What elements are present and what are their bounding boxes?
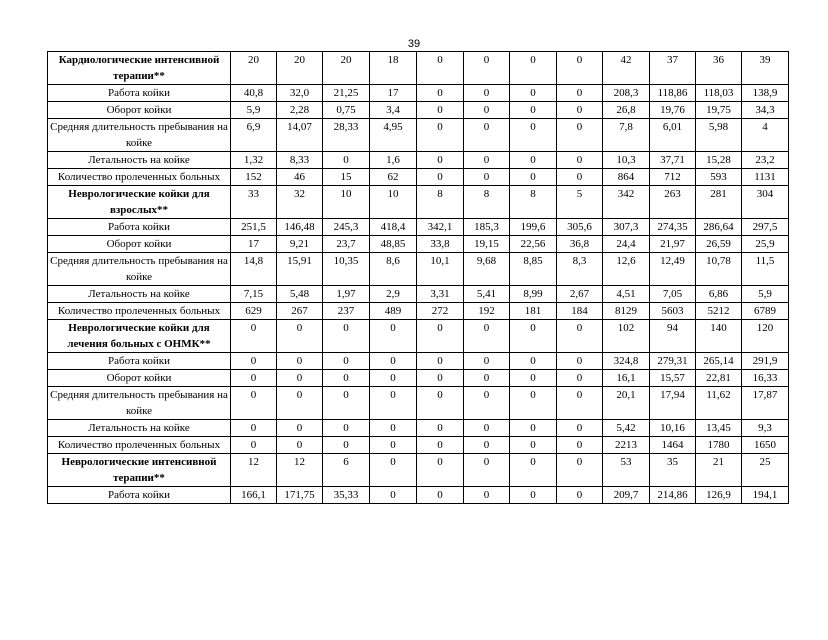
value-cell: 42 — [603, 52, 650, 85]
value-cell: 0 — [323, 370, 370, 387]
value-cell: 0 — [510, 437, 557, 454]
value-cell: 5,48 — [277, 286, 323, 303]
row-label-cell: Летальность на койке — [48, 152, 231, 169]
value-cell: 0 — [370, 353, 417, 370]
value-cell: 304 — [742, 186, 789, 219]
value-cell: 0 — [417, 119, 464, 152]
value-cell: 53 — [603, 454, 650, 487]
row-label-cell: Количество пролеченных больных — [48, 169, 231, 186]
value-cell: 4,51 — [603, 286, 650, 303]
value-cell: 0 — [417, 52, 464, 85]
value-cell: 6,9 — [231, 119, 277, 152]
value-cell: 0 — [464, 454, 510, 487]
row-label-cell: Средняя длительность пребывания на койке — [48, 387, 231, 420]
value-cell: 8,3 — [557, 253, 603, 286]
value-cell: 199,6 — [510, 219, 557, 236]
value-cell: 17,87 — [742, 387, 789, 420]
value-cell: 140 — [696, 320, 742, 353]
value-cell: 39 — [742, 52, 789, 85]
value-cell: 0 — [323, 152, 370, 169]
row-label-cell: Количество пролеченных больных — [48, 437, 231, 454]
value-cell: 251,5 — [231, 219, 277, 236]
row-label-cell: Оборот койки — [48, 236, 231, 253]
value-cell: 9,68 — [464, 253, 510, 286]
value-cell: 2213 — [603, 437, 650, 454]
value-cell: 305,6 — [557, 219, 603, 236]
value-cell: 5,41 — [464, 286, 510, 303]
value-cell: 214,86 — [650, 487, 696, 504]
section-header-cell: Неврологические интенсивной терапии** — [48, 454, 231, 487]
value-cell: 19,76 — [650, 102, 696, 119]
value-cell: 35 — [650, 454, 696, 487]
value-cell: 120 — [742, 320, 789, 353]
value-cell: 6 — [323, 454, 370, 487]
row-label-cell: Работа койки — [48, 219, 231, 236]
value-cell: 11,62 — [696, 387, 742, 420]
table-row — [48, 219, 789, 236]
value-cell: 0 — [464, 437, 510, 454]
value-cell: 6789 — [742, 303, 789, 320]
value-cell: 0 — [464, 169, 510, 186]
value-cell: 15,91 — [277, 253, 323, 286]
value-cell: 14,8 — [231, 253, 277, 286]
value-cell: 40,8 — [231, 85, 277, 102]
value-cell: 0 — [464, 487, 510, 504]
value-cell: 1650 — [742, 437, 789, 454]
value-cell: 0 — [464, 119, 510, 152]
value-cell: 8 — [510, 186, 557, 219]
value-cell: 0 — [464, 387, 510, 420]
value-cell: 2,67 — [557, 286, 603, 303]
value-cell: 0 — [277, 353, 323, 370]
value-cell: 0 — [557, 102, 603, 119]
table-row — [48, 102, 789, 119]
value-cell: 8,33 — [277, 152, 323, 169]
value-cell: 0 — [510, 454, 557, 487]
value-cell: 208,3 — [603, 85, 650, 102]
value-cell: 0 — [323, 320, 370, 353]
value-cell: 46 — [277, 169, 323, 186]
value-cell: 184 — [557, 303, 603, 320]
value-cell: 10,78 — [696, 253, 742, 286]
value-cell: 1131 — [742, 169, 789, 186]
value-cell: 0 — [557, 437, 603, 454]
value-cell: 0 — [510, 85, 557, 102]
value-cell: 6,86 — [696, 286, 742, 303]
value-cell: 181 — [510, 303, 557, 320]
value-cell: 8129 — [603, 303, 650, 320]
value-cell: 146,48 — [277, 219, 323, 236]
table-row — [48, 303, 789, 320]
row-label-cell: Работа койки — [48, 85, 231, 102]
value-cell: 0 — [370, 320, 417, 353]
value-cell: 20 — [231, 52, 277, 85]
value-cell: 26,8 — [603, 102, 650, 119]
value-cell: 272 — [417, 303, 464, 320]
value-cell: 12 — [277, 454, 323, 487]
value-cell: 489 — [370, 303, 417, 320]
value-cell: 12 — [231, 454, 277, 487]
value-cell: 0 — [557, 353, 603, 370]
value-cell: 0 — [464, 353, 510, 370]
value-cell: 0 — [510, 169, 557, 186]
value-cell: 0 — [417, 169, 464, 186]
row-label-cell: Средняя длительность пребывания на койке — [48, 119, 231, 152]
value-cell: 21,97 — [650, 236, 696, 253]
value-cell: 20 — [323, 52, 370, 85]
value-cell: 2,9 — [370, 286, 417, 303]
value-cell: 0 — [510, 420, 557, 437]
value-cell: 5,9 — [742, 286, 789, 303]
value-cell: 23,7 — [323, 236, 370, 253]
value-cell: 0 — [557, 387, 603, 420]
value-cell: 10,16 — [650, 420, 696, 437]
value-cell: 35,33 — [323, 487, 370, 504]
value-cell: 16,33 — [742, 370, 789, 387]
value-cell: 629 — [231, 303, 277, 320]
value-cell: 0 — [370, 437, 417, 454]
value-cell: 245,3 — [323, 219, 370, 236]
value-cell: 0 — [417, 353, 464, 370]
value-cell: 0 — [510, 119, 557, 152]
value-cell: 33 — [231, 186, 277, 219]
value-cell: 10,35 — [323, 253, 370, 286]
value-cell: 13,45 — [696, 420, 742, 437]
value-cell: 0 — [510, 152, 557, 169]
value-cell: 1,6 — [370, 152, 417, 169]
value-cell: 0,75 — [323, 102, 370, 119]
value-cell: 342 — [603, 186, 650, 219]
table-row — [48, 437, 789, 454]
value-cell: 15,28 — [696, 152, 742, 169]
value-cell: 22,56 — [510, 236, 557, 253]
value-cell: 0 — [557, 169, 603, 186]
table-row — [48, 169, 789, 186]
value-cell: 10,3 — [603, 152, 650, 169]
value-cell: 48,85 — [370, 236, 417, 253]
value-cell: 11,5 — [742, 253, 789, 286]
value-cell: 0 — [464, 152, 510, 169]
value-cell: 2,28 — [277, 102, 323, 119]
value-cell: 0 — [417, 152, 464, 169]
value-cell: 4 — [742, 119, 789, 152]
value-cell: 0 — [417, 320, 464, 353]
value-cell: 274,35 — [650, 219, 696, 236]
value-cell: 307,3 — [603, 219, 650, 236]
value-cell: 0 — [464, 420, 510, 437]
value-cell: 0 — [417, 487, 464, 504]
value-cell: 286,64 — [696, 219, 742, 236]
value-cell: 8 — [464, 186, 510, 219]
value-cell: 0 — [510, 353, 557, 370]
value-cell: 3,4 — [370, 102, 417, 119]
value-cell: 5 — [557, 186, 603, 219]
value-cell: 10,1 — [417, 253, 464, 286]
value-cell: 342,1 — [417, 219, 464, 236]
value-cell: 36,8 — [557, 236, 603, 253]
table-row — [48, 152, 789, 169]
value-cell: 138,9 — [742, 85, 789, 102]
value-cell: 418,4 — [370, 219, 417, 236]
value-cell: 19,15 — [464, 236, 510, 253]
value-cell: 291,9 — [742, 353, 789, 370]
value-cell: 20,1 — [603, 387, 650, 420]
value-cell: 0 — [510, 52, 557, 85]
value-cell: 0 — [323, 420, 370, 437]
value-cell: 0 — [557, 119, 603, 152]
value-cell: 32,0 — [277, 85, 323, 102]
value-cell: 9,3 — [742, 420, 789, 437]
value-cell: 9,21 — [277, 236, 323, 253]
value-cell: 0 — [277, 320, 323, 353]
value-cell: 0 — [231, 420, 277, 437]
value-cell: 0 — [370, 370, 417, 387]
section-header-cell: Неврологические койки для лечения больных с ОНМК** — [48, 320, 231, 353]
value-cell: 0 — [277, 420, 323, 437]
value-cell: 25 — [742, 454, 789, 487]
value-cell: 7,05 — [650, 286, 696, 303]
value-cell: 0 — [510, 320, 557, 353]
row-label-cell: Летальность на койке — [48, 286, 231, 303]
value-cell: 0 — [557, 52, 603, 85]
value-cell: 0 — [231, 437, 277, 454]
value-cell: 0 — [231, 387, 277, 420]
value-cell: 21 — [696, 454, 742, 487]
table-body — [48, 52, 789, 504]
value-cell: 0 — [510, 387, 557, 420]
table-row — [48, 420, 789, 437]
value-cell: 0 — [417, 102, 464, 119]
row-label-cell: Летальность на койке — [48, 420, 231, 437]
row-label-cell: Оборот койки — [48, 370, 231, 387]
value-cell: 712 — [650, 169, 696, 186]
value-cell: 15,57 — [650, 370, 696, 387]
table-row — [48, 85, 789, 102]
value-cell: 593 — [696, 169, 742, 186]
value-cell: 0 — [231, 320, 277, 353]
value-cell: 0 — [510, 102, 557, 119]
value-cell: 0 — [510, 487, 557, 504]
value-cell: 0 — [323, 437, 370, 454]
value-cell: 281 — [696, 186, 742, 219]
value-cell: 6,01 — [650, 119, 696, 152]
value-cell: 0 — [277, 437, 323, 454]
value-cell: 12,49 — [650, 253, 696, 286]
value-cell: 19,75 — [696, 102, 742, 119]
value-cell: 33,8 — [417, 236, 464, 253]
value-cell: 192 — [464, 303, 510, 320]
value-cell: 10 — [323, 186, 370, 219]
value-cell: 263 — [650, 186, 696, 219]
value-cell: 126,9 — [696, 487, 742, 504]
value-cell: 17 — [231, 236, 277, 253]
value-cell: 118,03 — [696, 85, 742, 102]
value-cell: 1,97 — [323, 286, 370, 303]
value-cell: 1464 — [650, 437, 696, 454]
value-cell: 0 — [464, 52, 510, 85]
table-row — [48, 186, 789, 219]
value-cell: 279,31 — [650, 353, 696, 370]
statistics-table — [47, 51, 789, 504]
value-cell: 0 — [370, 454, 417, 487]
value-cell: 3,31 — [417, 286, 464, 303]
value-cell: 265,14 — [696, 353, 742, 370]
value-cell: 4,95 — [370, 119, 417, 152]
value-cell: 0 — [323, 387, 370, 420]
value-cell: 0 — [557, 370, 603, 387]
value-cell: 21,25 — [323, 85, 370, 102]
value-cell: 0 — [557, 320, 603, 353]
value-cell: 23,2 — [742, 152, 789, 169]
value-cell: 209,7 — [603, 487, 650, 504]
value-cell: 20 — [277, 52, 323, 85]
value-cell: 0 — [231, 353, 277, 370]
value-cell: 194,1 — [742, 487, 789, 504]
value-cell: 102 — [603, 320, 650, 353]
table-row — [48, 286, 789, 303]
value-cell: 8,6 — [370, 253, 417, 286]
table-row — [48, 454, 789, 487]
value-cell: 5212 — [696, 303, 742, 320]
value-cell: 24,4 — [603, 236, 650, 253]
value-cell: 166,1 — [231, 487, 277, 504]
value-cell: 15 — [323, 169, 370, 186]
value-cell: 118,86 — [650, 85, 696, 102]
value-cell: 7,15 — [231, 286, 277, 303]
value-cell: 0 — [557, 454, 603, 487]
value-cell: 12,6 — [603, 253, 650, 286]
row-label-cell: Средняя длительность пребывания на койке — [48, 253, 231, 286]
row-label-cell: Оборот койки — [48, 102, 231, 119]
value-cell: 0 — [323, 353, 370, 370]
value-cell: 237 — [323, 303, 370, 320]
value-cell: 1780 — [696, 437, 742, 454]
value-cell: 0 — [370, 420, 417, 437]
value-cell: 8,85 — [510, 253, 557, 286]
table-row — [48, 253, 789, 286]
value-cell: 17 — [370, 85, 417, 102]
row-label-cell: Работа койки — [48, 487, 231, 504]
value-cell: 0 — [464, 370, 510, 387]
value-cell: 22,81 — [696, 370, 742, 387]
value-cell: 267 — [277, 303, 323, 320]
value-cell: 0 — [557, 420, 603, 437]
value-cell: 0 — [417, 85, 464, 102]
value-cell: 0 — [557, 487, 603, 504]
value-cell: 37,71 — [650, 152, 696, 169]
value-cell: 17,94 — [650, 387, 696, 420]
value-cell: 171,75 — [277, 487, 323, 504]
table-row — [48, 370, 789, 387]
value-cell: 28,33 — [323, 119, 370, 152]
value-cell: 0 — [557, 152, 603, 169]
value-cell: 37 — [650, 52, 696, 85]
value-cell: 0 — [231, 370, 277, 387]
value-cell: 0 — [417, 387, 464, 420]
table-row — [48, 236, 789, 253]
value-cell: 18 — [370, 52, 417, 85]
value-cell: 0 — [370, 387, 417, 420]
section-header-cell: Кардиологические интенсивной терапии** — [48, 52, 231, 85]
value-cell: 16,1 — [603, 370, 650, 387]
value-cell: 0 — [417, 370, 464, 387]
value-cell: 297,5 — [742, 219, 789, 236]
value-cell: 1,32 — [231, 152, 277, 169]
value-cell: 324,8 — [603, 353, 650, 370]
value-cell: 34,3 — [742, 102, 789, 119]
value-cell: 864 — [603, 169, 650, 186]
table-row — [48, 387, 789, 420]
value-cell: 0 — [277, 370, 323, 387]
table-row — [48, 487, 789, 504]
page-number: 39 — [407, 38, 421, 50]
value-cell: 0 — [510, 370, 557, 387]
value-cell: 5,98 — [696, 119, 742, 152]
value-cell: 5,9 — [231, 102, 277, 119]
value-cell: 0 — [464, 320, 510, 353]
value-cell: 0 — [557, 85, 603, 102]
value-cell: 8 — [417, 186, 464, 219]
value-cell: 0 — [417, 420, 464, 437]
value-cell: 32 — [277, 186, 323, 219]
value-cell: 0 — [464, 102, 510, 119]
value-cell: 10 — [370, 186, 417, 219]
row-label-cell: Работа койки — [48, 353, 231, 370]
value-cell: 94 — [650, 320, 696, 353]
row-label-cell: Количество пролеченных больных — [48, 303, 231, 320]
value-cell: 0 — [417, 437, 464, 454]
value-cell: 26,59 — [696, 236, 742, 253]
value-cell: 0 — [370, 487, 417, 504]
value-cell: 14,07 — [277, 119, 323, 152]
table-row — [48, 353, 789, 370]
value-cell: 0 — [277, 387, 323, 420]
value-cell: 152 — [231, 169, 277, 186]
table-row — [48, 119, 789, 152]
value-cell: 0 — [464, 85, 510, 102]
value-cell: 25,9 — [742, 236, 789, 253]
section-header-cell: Неврологические койки для взрослых** — [48, 186, 231, 219]
value-cell: 5,42 — [603, 420, 650, 437]
value-cell: 0 — [417, 454, 464, 487]
value-cell: 7,8 — [603, 119, 650, 152]
value-cell: 62 — [370, 169, 417, 186]
table-row — [48, 52, 789, 85]
value-cell: 36 — [696, 52, 742, 85]
table-row — [48, 320, 789, 353]
value-cell: 185,3 — [464, 219, 510, 236]
value-cell: 5603 — [650, 303, 696, 320]
value-cell: 8,99 — [510, 286, 557, 303]
